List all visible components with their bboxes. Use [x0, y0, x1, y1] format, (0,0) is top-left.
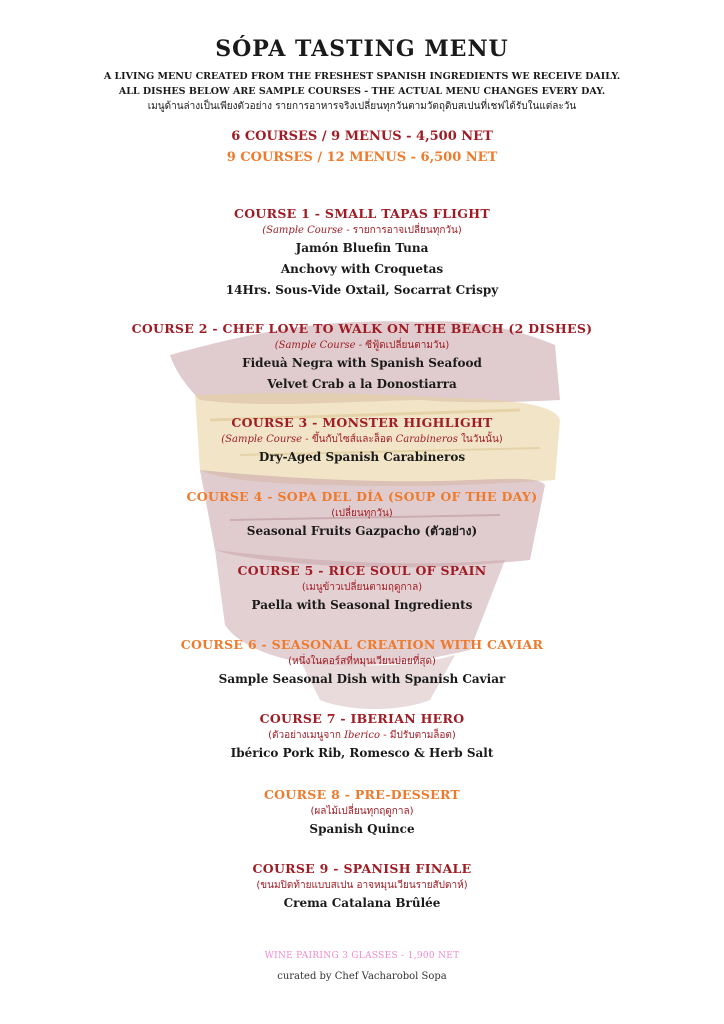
- course-note: [0, 654, 724, 669]
- menu-intro: [0, 69, 724, 114]
- pricing-block: [0, 126, 724, 168]
- course-note: [0, 223, 724, 238]
- course-title: COURSE 3 - MONSTER HIGHLIGHT: [231, 415, 493, 430]
- course-8: [0, 786, 724, 840]
- dish-item: Ibérico Pork Rib, Romesco & Herb Salt: [230, 746, 494, 760]
- course-title: COURSE 7 - IBERIAN HERO: [259, 711, 465, 726]
- course-4: [0, 488, 724, 542]
- course-note-thai: ซีฟู้ดเปลี่ยนตามวัน): [365, 340, 450, 351]
- course-title: COURSE 4 - SOPA DEL DÍA (SOUP OF THE DAY): [186, 489, 538, 504]
- course-note-thai: (เปลี่ยนทุกวัน): [331, 508, 393, 519]
- dish-item: Anchovy with Croquetas: [280, 262, 444, 276]
- course-note-thai: (หนึ่งในคอร์สที่หมุนเวียนบ่อยที่สุด): [288, 656, 436, 667]
- course-title: COURSE 8 - PRE-DESSERT: [263, 787, 461, 802]
- course-note-italic: (Sample Course -: [274, 340, 366, 351]
- course-note: [0, 804, 724, 819]
- course-note: [0, 432, 724, 447]
- course-note: [0, 580, 724, 595]
- price-6-courses: 6 COURSES / 9 MENUS - 4,500 NET: [231, 129, 493, 144]
- course-title: COURSE 9 - SPANISH FINALE: [252, 861, 472, 876]
- course-note: [0, 878, 724, 893]
- course-note: [0, 506, 724, 521]
- course-note-thai: ในวันนั้น): [457, 434, 503, 445]
- curated-by-credit: curated by Chef Vacharobol Sopa: [277, 971, 447, 982]
- intro-thai-line: เมนูด้านล่างเป็นเพียงตัวอย่าง รายการอาหารจริงเปลี่ยนทุกวันตามวัตถุดิบสเปนที่เชฟได้รับในแต่ละวัน: [147, 101, 577, 112]
- course-5: [0, 562, 724, 616]
- course-note: [0, 338, 724, 353]
- price-9-courses: 9 COURSES / 12 MENUS - 6,500 NET: [226, 150, 498, 165]
- course-note-italic: Iberico: [344, 730, 380, 741]
- course-note-thai: - มีปรับตามล็อต): [379, 730, 456, 741]
- course-note-thai: (ผลไม้เปลี่ยนทุกฤดูกาล): [310, 806, 414, 817]
- intro-line-1: A LIVING MENU CREATED FROM THE FRESHEST SPANISH INGREDIENTS WE RECEIVE DAILY.: [103, 71, 621, 82]
- course-note-thai: (ขนมปิดท้ายแบบสเปน อาจหมุนเวียนรายสัปดาห์): [256, 880, 468, 891]
- dish-item: 14Hrs. Sous-Vide Oxtail, Socarrat Crispy: [225, 283, 499, 297]
- course-note: [0, 728, 724, 743]
- dish-item: Sample Seasonal Dish with Spanish Caviar: [218, 672, 506, 686]
- dish-item: Seasonal Fruits Gazpacho (ตัวอย่าง): [246, 524, 478, 538]
- dish-item: Crema Catalana Brûlée: [283, 896, 441, 910]
- course-note-italic: (Sample Course -: [221, 434, 312, 445]
- course-7: [0, 710, 724, 764]
- course-2: [0, 320, 724, 395]
- dish-item: Jamón Bluefin Tuna: [295, 241, 429, 255]
- course-note-italic: Carabineros: [395, 434, 458, 445]
- dish-item: Fideuà Negra with Spanish Seafood: [242, 356, 482, 370]
- course-1: [0, 205, 724, 301]
- course-note-thai: ขึ้นกับไซส์และล็อต: [311, 434, 396, 445]
- dish-item: Paella with Seasonal Ingredients: [251, 598, 473, 612]
- course-9: [0, 860, 724, 914]
- menu-title: SÓPA TASTING MENU: [215, 36, 509, 62]
- course-note-italic: (Sample Course -: [262, 225, 353, 236]
- course-6: [0, 636, 724, 690]
- intro-line-2: ALL DISHES BELOW ARE SAMPLE COURSES - THE ACTUAL MENU CHANGES EVERY DAY.: [118, 86, 606, 97]
- course-note-thai: (เมนูข้าวเปลี่ยนตามฤดูกาล): [301, 582, 423, 593]
- course-note-thai: รายการอาจเปลี่ยนทุกวัน): [352, 225, 462, 236]
- course-3: [0, 414, 724, 468]
- course-title: COURSE 1 - SMALL TAPAS FLIGHT: [234, 206, 490, 221]
- wine-pairing-price: WINE PAIRING 3 GLASSES - 1,900 NET: [264, 951, 460, 961]
- dish-item: Dry-Aged Spanish Carabineros: [258, 450, 466, 464]
- course-note-thai: (ตัวอย่างเมนูจาก: [268, 730, 345, 741]
- course-title: COURSE 5 - RICE SOUL OF SPAIN: [237, 563, 487, 578]
- course-title: COURSE 6 - SEASONAL CREATION WITH CAVIAR: [180, 637, 544, 652]
- course-title: COURSE 2 - CHEF LOVE TO WALK ON THE BEACH (2 DISHES): [131, 321, 593, 336]
- dish-item: Velvet Crab a la Donostiarra: [267, 377, 457, 391]
- dish-item: Spanish Quince: [309, 822, 415, 836]
